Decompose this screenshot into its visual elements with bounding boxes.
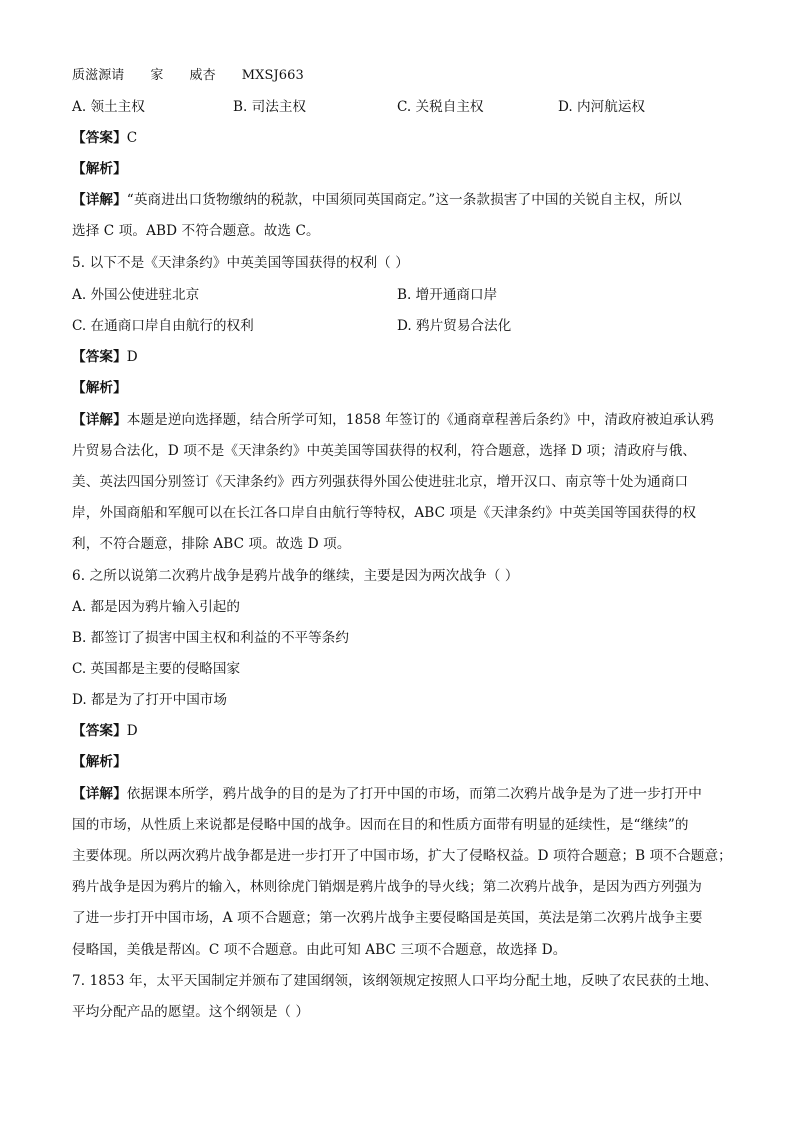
q5-detail-line: 美、英法四国分别签订《天津条约》西方列强获得外国公使进驻北京，增开汉口、南京等十处为通商口 [72, 474, 689, 490]
q4-answer [72, 128, 722, 148]
answer-tag: 【答案】 [72, 723, 127, 739]
answer-value: D [126, 723, 138, 739]
watermark-part: MXSJ663 [241, 68, 304, 83]
q6-answer [72, 721, 722, 741]
q5-analysis-tag: 【解析】 [72, 380, 127, 396]
q6-detail-line: 了进一步打开中国市场，A 项不合题意；第一次鸦片战争主要侵略国是英国，英法是第二次鸦片战争主要 [72, 910, 703, 926]
detail-tag: 【详解】 [72, 412, 127, 428]
q4-analysis-tag: 【解析】 [72, 161, 127, 177]
q5-answer [72, 347, 722, 367]
q5-stem: 5. 以下不是《天津条约》中英美国等国获得的权利（ ） [72, 255, 409, 271]
q7-stem-line: 7. 1853 年，太平天国制定并颁布了建国纲领，该纲领规定按照人口平均分配土地，反映了农民获的土地、 [72, 973, 718, 989]
q4-option-b: B. 司法主权 [233, 99, 307, 115]
q5-detail-line: 片贸易合法化，D 项不是《天津条约》中英美国等国获得的权利，符合题意，选择 D 项；清政府与俄、 [72, 443, 697, 459]
q6-detail-line: 主要体现。所以两次鸦片战争都是进一步打开了中国市场，扩大了侵略权益。D 项符合题意；B 项不合题意； [72, 848, 732, 864]
q5-detail-line [72, 410, 722, 430]
q5-detail-line: 岸，外国商船和军舰可以在长江各口岸自由航行等特权，ABC 项是《天津条约》中英美国等国获得的权 [72, 505, 697, 521]
answer-tag: 【答案】 [72, 130, 127, 146]
q6-detail-line: 侵略国，美俄是帮凶。C 项不合题意。由此可知 ABC 三项不合题意，故选择 D。 [72, 942, 567, 958]
q4-detail-line: 选择 C 项。ABD 不符合题意。故选 C。 [72, 223, 320, 239]
q6-detail-line: 鸦片战争是因为鸦片的输入，林则徐虎门销烟是鸦片战争的导火线；第二次鸦片战争，是因为西方列强为 [72, 879, 702, 895]
watermark-text [72, 66, 722, 86]
answer-value: C [126, 130, 138, 146]
q6-analysis-tag: 【解析】 [72, 754, 127, 770]
q6-option-a: A. 都是因为鸦片输入引起的 [72, 599, 240, 615]
q4-option-a: A. 领土主权 [72, 99, 145, 115]
q6-detail-line [72, 784, 722, 804]
q4-detail-line [72, 190, 722, 210]
watermark-part: 家 [150, 68, 164, 83]
detail-text: 本题是逆向选择题，结合所学可知，1858 年签订的《通商章程善后条约》中，清政府被迫承认鸦 [126, 412, 714, 428]
q7-stem-line: 平均分配产品的愿望。这个纲领是（ ） [72, 1004, 310, 1020]
detail-tag: 【详解】 [72, 786, 127, 802]
q6-option-d: D. 都是为了打开中国市场 [72, 692, 227, 708]
q5-option-b: B. 增开通商口岸 [397, 287, 498, 303]
q6-detail-line: 国的市场，从性质上来说都是侵略中国的战争。因而在目的和性质方面带有明显的延续性，是“继续”的 [72, 817, 689, 833]
q6-option-b: B. 都签订了损害中国主权和利益的不平等条约 [72, 630, 349, 646]
q5-option-a: A. 外国公使进驻北京 [72, 287, 200, 303]
answer-tag: 【答案】 [72, 349, 127, 365]
watermark-part: 质滋源请 [72, 68, 125, 83]
detail-text: 依据课本所学，鸦片战争的目的是为了打开中国的市场，而第二次鸦片战争是为了进一步打开中 [126, 786, 702, 802]
q5-detail-line: 利，不符合题意，排除 ABC 项。故选 D 项。 [72, 536, 351, 552]
watermark-part: 威杏 [189, 68, 216, 83]
detail-text: “英商进出口货物缴纳的税款，中国须同英国商定。”这一条款损害了中国的关锐自主权，所以 [126, 192, 682, 208]
q4-option-c: C. 关税自主权 [397, 99, 484, 115]
q5-option-d: D. 鸦片贸易合法化 [397, 318, 512, 334]
detail-tag: 【详解】 [72, 192, 127, 208]
q6-option-c: C. 英国都是主要的侵略国家 [72, 661, 241, 677]
q4-option-d: D. 内河航运权 [558, 99, 646, 115]
q6-stem: 6. 之所以说第二次鸦片战争是鸦片战争的继续，主要是因为两次战争（ ） [72, 568, 519, 584]
q5-option-c: C. 在通商口岸自由航行的权利 [72, 318, 254, 334]
answer-value: D [126, 349, 138, 365]
